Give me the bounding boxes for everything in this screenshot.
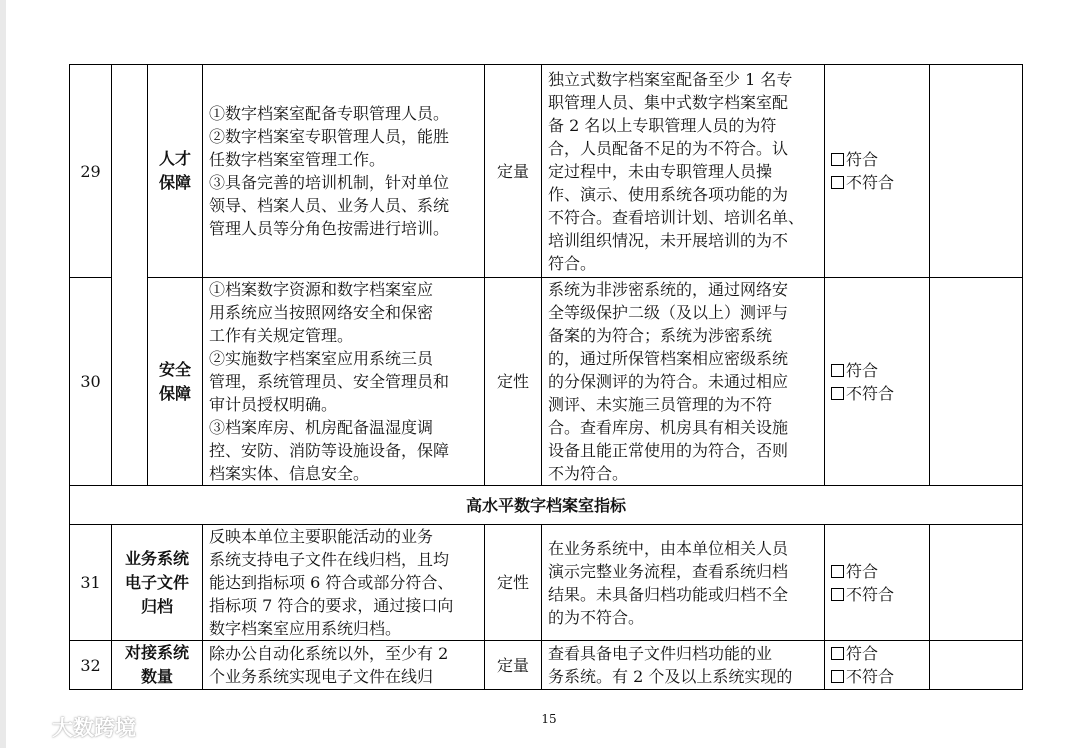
document-page bbox=[6, 0, 1080, 748]
row-number: 31 bbox=[70, 525, 112, 641]
section-header-row bbox=[70, 486, 1023, 525]
row-number: 30 bbox=[70, 278, 112, 486]
evaluation-standard: 在业务系统中，由本单位相关人员 演示完整业务流程，查看系统归档 结果。未具备归档功能或归档不全 的为不符合。 bbox=[542, 525, 825, 641]
requirement-text: 反映本单位主要职能活动的业务 系统支持电子文件在线归档，且均 能达到指标项 6 符合或部分符合、 指标项 7 符合的要求，通过接口向 数字档案室应用系统归档。 bbox=[203, 525, 485, 641]
category-cell bbox=[112, 65, 148, 486]
option-nonconform[interactable]: 不符合 bbox=[831, 583, 923, 606]
indicator-name: 对接系统 数量 bbox=[112, 641, 203, 690]
row-number: 32 bbox=[70, 641, 112, 690]
checkbox-icon[interactable] bbox=[831, 647, 844, 660]
page-number: 15 bbox=[541, 712, 557, 726]
checkbox-icon[interactable] bbox=[831, 364, 844, 377]
table-row-30 bbox=[70, 278, 1023, 486]
watermark-text: 大数跨境 bbox=[52, 716, 136, 740]
table-row-31 bbox=[70, 525, 1023, 641]
checkbox-icon[interactable] bbox=[831, 176, 844, 189]
row-number: 29 bbox=[70, 65, 112, 278]
remarks-cell bbox=[930, 641, 1023, 690]
evaluation-standard: 查看具备电子文件归档功能的业 务系统。有 2 个及以上系统实现的 bbox=[542, 641, 825, 690]
requirement-text: ①档案数字资源和数字档案室应 用系统应当按照网络安全和保密 工作有关规定管理。 ②实施数字档案室应用系统三员 管理，系统管理员、安全管理员和 审计员授权明确。 ③档案库房、机房配备温湿度调 控、安防、消防等设施设备，保障 档案实体、信息安全。 bbox=[203, 278, 485, 486]
requirement-text: 除办公自动化系统以外，至少有 2 个业务系统实现电子文件在线归 bbox=[203, 641, 485, 690]
table-row-32 bbox=[70, 641, 1023, 690]
result-options bbox=[825, 641, 930, 690]
checkbox-icon[interactable] bbox=[831, 387, 844, 400]
option-nonconform[interactable]: 不符合 bbox=[831, 171, 923, 194]
watermark-logo-icon bbox=[8, 714, 48, 740]
option-conform[interactable]: 符合 bbox=[831, 359, 923, 382]
evaluation-method: 定性 bbox=[485, 525, 542, 641]
option-conform[interactable]: 符合 bbox=[831, 148, 923, 171]
indicator-name: 业务系统 电子文件 归档 bbox=[112, 525, 203, 641]
remarks-cell bbox=[930, 65, 1023, 278]
result-options bbox=[825, 278, 930, 486]
checkbox-icon[interactable] bbox=[831, 565, 844, 578]
option-conform[interactable]: 符合 bbox=[831, 642, 923, 665]
evaluation-table bbox=[69, 64, 1023, 690]
indicator-name: 人才 保障 bbox=[148, 65, 203, 278]
evaluation-method: 定性 bbox=[485, 278, 542, 486]
checkbox-icon[interactable] bbox=[831, 588, 844, 601]
evaluation-standard: 独立式数字档案室配备至少 1 名专 职管理人员、集中式数字档案室配 备 2 名以上专职管理人员的为符 合，人员配备不足的为不符合。认 定过程中，未由专职管理人员操 作、演示、使用系统各项功能的为 不符合。查看培训计划、培训名单、 培训组织情况，未开展培训的为不 符合。 bbox=[542, 65, 825, 278]
watermark bbox=[8, 712, 136, 742]
option-nonconform[interactable]: 不符合 bbox=[831, 665, 923, 688]
option-nonconform[interactable]: 不符合 bbox=[831, 382, 923, 405]
remarks-cell bbox=[930, 525, 1023, 641]
evaluation-method: 定量 bbox=[485, 65, 542, 278]
evaluation-method: 定量 bbox=[485, 641, 542, 690]
result-options bbox=[825, 65, 930, 278]
checkbox-icon[interactable] bbox=[831, 153, 844, 166]
section-title: 高水平数字档案室指标 bbox=[70, 486, 1023, 525]
checkbox-icon[interactable] bbox=[831, 670, 844, 683]
option-conform[interactable]: 符合 bbox=[831, 560, 923, 583]
evaluation-standard: 系统为非涉密系统的，通过网络安 全等级保护二级（及以上）测评与 备案的为符合；系统为涉密系统 的，通过所保管档案相应密级系统 的分保测评的为符合。未通过相应 测评、未实施三员管理的为不符 合。查看库房、机房具有相关设施 设备且能正常使用的为符合，否则 不为符合。 bbox=[542, 278, 825, 486]
requirement-text: ①数字档案室配备专职管理人员。 ②数字档案室专职管理人员，能胜 任数字档案室管理工作。 ③具备完善的培训机制，针对单位 领导、档案人员、业务人员、系统 管理人员等分角色按需进行培训。 bbox=[203, 65, 485, 278]
indicator-name: 安全 保障 bbox=[148, 278, 203, 486]
remarks-cell bbox=[930, 278, 1023, 486]
result-options bbox=[825, 525, 930, 641]
table-row-29 bbox=[70, 65, 1023, 278]
